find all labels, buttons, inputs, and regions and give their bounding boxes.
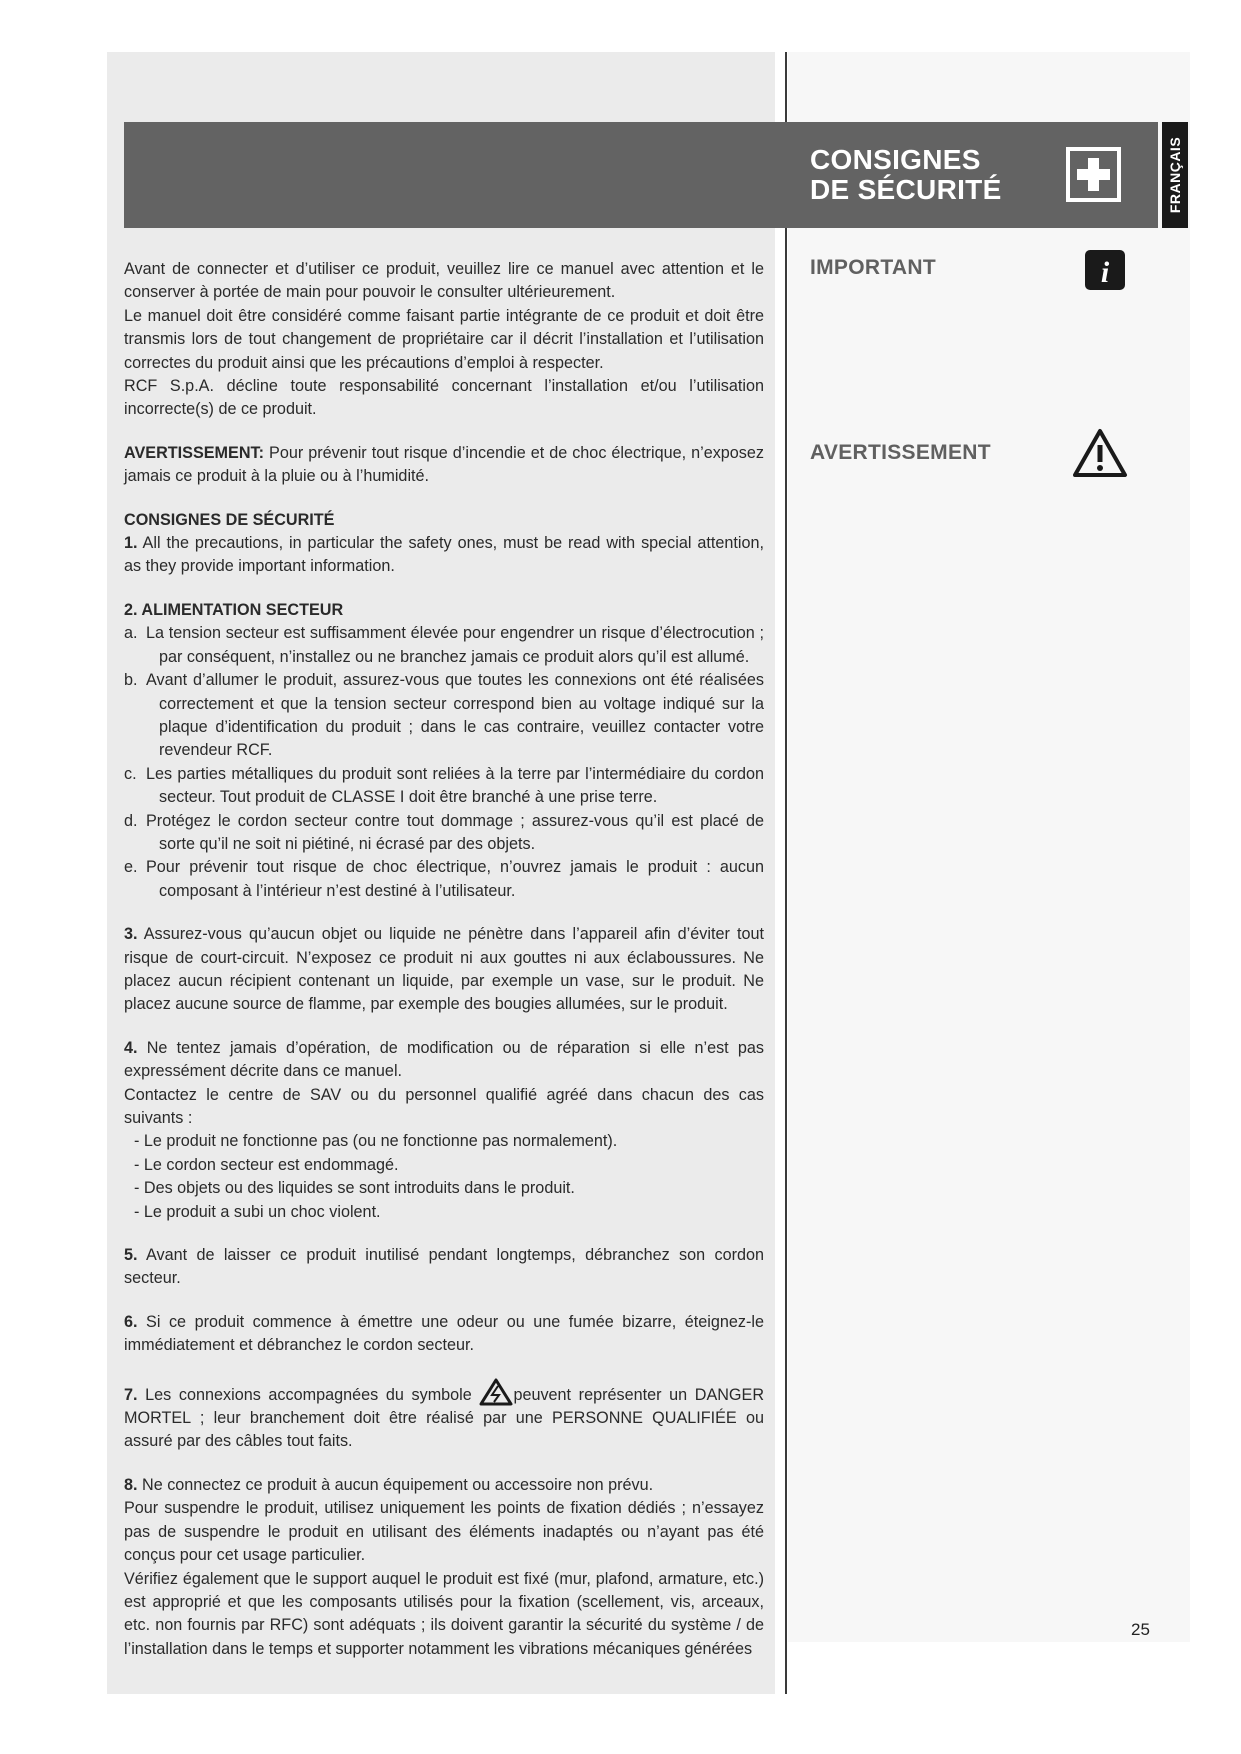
safety-item-7-text-before: Les connexions accompagnées du symbole (137, 1385, 480, 1404)
warning-paragraph (124, 442, 764, 489)
mains-item-a (124, 622, 764, 669)
svg-text:i: i (1100, 256, 1110, 289)
safety-item-6 (124, 1311, 764, 1358)
language-tab (1162, 122, 1188, 228)
safety-item-1 (124, 532, 764, 579)
safety-item-4-contact: Contactez le centre de SAV ou du personnel qualifié agréé dans chacun des cas suivants : (124, 1085, 764, 1127)
mains-item-e-text: Pour prévenir tout risque de choc électrique, n’ouvrez jamais le produit : aucun composant à l’intérieur n’est destiné à l’utilisateur. (146, 858, 764, 900)
safety-item-6-number: 6. (124, 1312, 138, 1331)
service-case-1: - Le produit ne fonctionne pas (ou ne fonctionne pas normalement). (134, 1132, 618, 1151)
safety-heading: CONSIGNES DE SÉCURITÉ (124, 510, 335, 529)
safety-item-8-support: Vérifiez également que le support auquel le produit est fixé (mur, plafond, armature, etc.) est approprié et que les composants utilisés pour la fixation (scellement, vis, arceaux, etc. non fournis par RFC) sont adéquats ; ils doivent garantir la sécurité du système / de l’installation dans le temps et supporter notamment les vibrations mécaniques générées (124, 1569, 764, 1658)
safety-item-3 (124, 923, 764, 1017)
safety-item-8-suspension: Pour suspendre le produit, utilisez uniquement les points de fixation dédiés ; n’essayez pas de suspendre le produit en utilisant des éléments inadaptés ou n’ayant pas été conçus pour cet usage particulier. (124, 1499, 764, 1565)
mains-item-e (124, 856, 764, 903)
mains-item-a-text: La tension secteur est suffisamment élevée pour engendrer un risque d’électrocution ; par conséquent, n’installez ou ne branchez jamais ce produit alors qu’il est allumé. (146, 624, 764, 666)
mains-item-b-text: Avant d’allumer le produit, assurez-vous que toutes les connexions ont été réalisées correctement et que la tension secteur correspond bien au voltage indiqué sur la plaque d’identification du produit ; dans le cas contraire, veuillez contacter votre revendeur RCF. (146, 671, 764, 760)
column-divider (785, 52, 787, 1694)
warning-label: AVERTISSEMENT (810, 441, 991, 464)
safety-item-4-number: 4. (124, 1038, 138, 1057)
mains-item-c (124, 763, 764, 810)
intro-paragraph-2: Le manuel doit être considéré comme faisant partie intégrante de ce produit et doit être transmis lors de tout changement de propriétaire car il décrit l’installation et l’utilisation correctes du produit ainsi que les précautions d’emploi à respecter. (124, 306, 764, 372)
safety-item-3-number: 3. (124, 925, 138, 944)
important-label: IMPORTANT (810, 256, 936, 279)
mains-item-a-label: a. (124, 624, 138, 643)
safety-item-4-text: Ne tentez jamais d’opération, de modification ou de réparation si elle n’est pas expressément décrite dans ce manuel. (124, 1038, 764, 1081)
language-tab-label: FRANÇAIS (1167, 136, 1183, 214)
sidebar-panel-background (788, 52, 1190, 1642)
section-header-bar (124, 122, 1158, 228)
safety-item-8-number: 8. (124, 1475, 138, 1494)
safety-item-6-text: Si ce produit commence à émettre une odeur ou une fumée bizarre, éteignez-le immédiatement et débranchez le cordon secteur. (124, 1312, 764, 1355)
safety-item-5-text: Avant de laisser ce produit inutilisé pendant longtemps, débranchez son cordon secteur. (124, 1246, 764, 1288)
warning-paragraph-text: Pour prévenir tout risque d’incendie et de choc électrique, n’exposez jamais ce produit à la pluie ou à l’humidité. (124, 443, 764, 486)
service-case-2: - Le cordon secteur est endommagé. (134, 1155, 399, 1174)
safety-item-7-number: 7. (124, 1385, 138, 1404)
page-title (810, 145, 1002, 205)
service-case-4: - Le produit a subi un choc violent. (134, 1202, 381, 1221)
safety-item-5 (124, 1244, 764, 1291)
intro-paragraph-3: RCF S.p.A. décline toute responsabilité concernant l’installation et/ou l’utilisation incorrecte(s) de ce produit. (124, 377, 764, 419)
safety-item-1-text: All the precautions, in particular the safety ones, must be read with special attention, as they provide important information. (124, 534, 764, 576)
safety-item-8 (124, 1474, 764, 1497)
mains-item-d-text: Protégez le cordon secteur contre tout dommage ; assurez-vous qu’il est placé de sorte qu’il ne soit ni piétiné, ni écrasé par des objets. (146, 811, 764, 853)
service-case-3: - Des objets ou des liquides se sont introduits dans le produit. (134, 1179, 575, 1198)
safety-item-7-text-after: peuvent représenter un DANGER MORTEL ; leur branchement doit être réalisé par une PERSONNE QUALIFIÉE ou assuré par des câbles tout faits. (124, 1385, 765, 1451)
mains-item-c-text: Les parties métalliques du produit sont reliées à la terre par l’intermédiaire du cordon secteur. Tout produit de CLASSE I doit être branché à une prise terre. (146, 764, 764, 807)
warning-triangle-icon (1072, 428, 1128, 478)
safety-item-5-number: 5. (124, 1246, 138, 1265)
mains-item-b-label: b. (124, 671, 138, 690)
safety-item-4 (124, 1037, 764, 1084)
page-title-line2: DE SÉCURITÉ (810, 174, 1002, 205)
safety-item-8-text: Ne connectez ce produit à aucun équipement ou accessoire non prévu. (137, 1475, 654, 1494)
warning-paragraph-label: AVERTISSEMENT: (124, 443, 265, 462)
mains-item-b (124, 669, 764, 763)
safety-item-1-number: 1. (124, 534, 138, 553)
safety-item-3-text: Assurez-vous qu’aucun objet ou liquide ne pénètre dans l’appareil afin d’éviter tout risque de court-circuit. N’exposez ce produit ni aux gouttes ni aux éclaboussures. Ne placez aucun récipient contenant un liquide, par exemple un vase, sur le produit. Ne placez aucune source de flamme, par exemple des bougies allumées, sur le produit. (124, 925, 764, 1014)
high-voltage-warning-icon (479, 1378, 513, 1406)
safety-item-7 (124, 1378, 764, 1454)
first-aid-cross-icon (1066, 147, 1121, 202)
intro-paragraph-1: Avant de connecter et d’utiliser ce produit, veuillez lire ce manuel avec attention et le conserver à portée de main pour pouvoir le consulter ultérieurement. (124, 260, 764, 302)
mains-item-c-label: c. (124, 764, 137, 783)
mains-supply-heading: 2. ALIMENTATION SECTEUR (124, 600, 344, 619)
info-icon (1085, 250, 1125, 290)
page-title-line1: CONSIGNES (810, 144, 981, 175)
mains-item-e-label: e. (124, 858, 138, 877)
mains-item-d (124, 810, 764, 857)
safety-instructions-text (124, 258, 764, 1661)
page-number: 25 (1131, 1620, 1150, 1639)
mains-item-d-label: d. (124, 811, 138, 830)
